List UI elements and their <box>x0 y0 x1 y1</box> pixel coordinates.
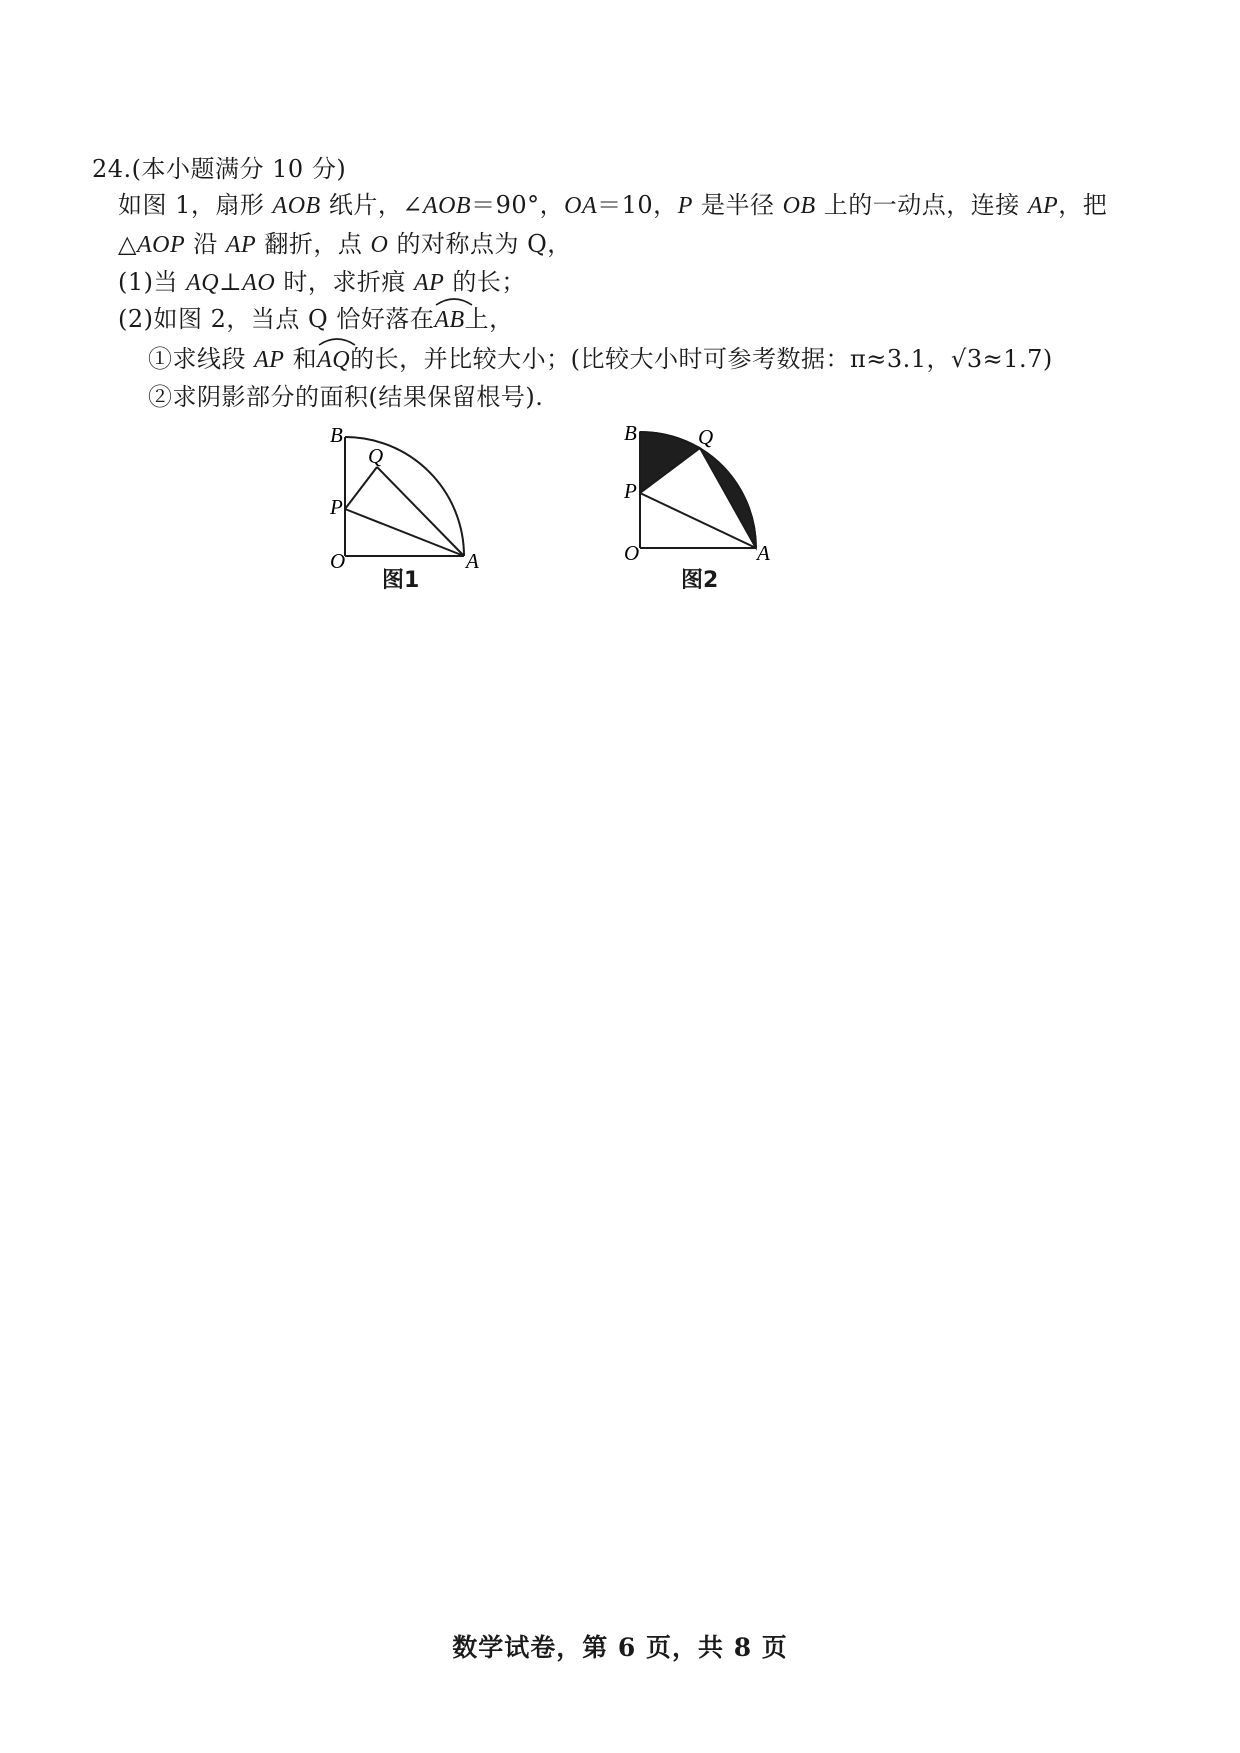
text: 上的一动点，连接 <box>815 191 1028 219</box>
problem-number-and-score: 24.(本小题满分 10 分) <box>92 155 347 183</box>
text: 纸片，∠ <box>320 191 423 219</box>
point-label-q: Q <box>698 425 714 449</box>
segment-pa <box>345 509 464 556</box>
figure-2-caption: 图2 <box>681 568 719 593</box>
text: (2)如图 2，当点 Q 恰好落在 <box>118 305 435 333</box>
question-2 <box>118 304 514 335</box>
point-label-b: B <box>330 423 343 447</box>
segment-qa <box>700 448 756 548</box>
text: ＝10， <box>597 191 678 219</box>
arc-mark-icon <box>434 296 474 306</box>
figure-1-diagram <box>328 420 528 590</box>
text: 时，求折痕 <box>275 268 414 296</box>
math-aob: AOB <box>422 193 472 219</box>
text: 翻折，点 <box>256 230 371 258</box>
math-aq: AQ <box>317 347 351 373</box>
point-label-o: O <box>624 541 640 565</box>
math-oa: OA <box>564 193 598 219</box>
math-ap: AP <box>1027 193 1059 219</box>
problem-intro-line1 <box>118 190 1107 221</box>
question-2-part-1 <box>148 344 1053 375</box>
page-footer: 数学试卷，第 6 页，共 8 页 <box>452 1633 788 1662</box>
text: 如图 1，扇形 <box>118 191 273 219</box>
question-1 <box>118 267 526 298</box>
text: ②求阴影部分的面积(结果保留根号). <box>148 383 544 411</box>
shaded-region-bpq <box>640 432 700 493</box>
figure-1-caption: 图1 <box>382 568 420 593</box>
math-ap: AP <box>254 347 285 373</box>
math-ob: OB <box>782 193 816 219</box>
text: 和 <box>284 345 318 373</box>
segment-pq <box>345 467 377 509</box>
text: 的长，并比较大小；(比较大小时可参考数据：π≈3.1，√3≈1.7) <box>350 345 1053 373</box>
text: ①求线段 <box>148 345 255 373</box>
point-label-p: P <box>330 495 343 519</box>
point-label-a: A <box>466 549 479 573</box>
math-o: O <box>370 232 389 258</box>
text: 是半径 <box>692 191 783 219</box>
math-ab: AB <box>434 307 465 333</box>
arc-ab <box>434 304 464 335</box>
problem-header <box>92 154 346 184</box>
point-label-a: A <box>757 541 770 565</box>
text: △ <box>118 230 137 258</box>
problem-intro-line2 <box>118 229 572 260</box>
question-2-part-2 <box>148 382 543 412</box>
math-aq: AQ <box>186 270 220 296</box>
arc-mark-icon <box>317 336 357 346</box>
math-ao: AO <box>242 270 276 296</box>
math-ap: AP <box>413 270 445 296</box>
segment-qa <box>377 467 464 556</box>
math-aop: AOP <box>136 232 186 258</box>
text: 的长； <box>444 268 526 296</box>
text: (1)当 <box>118 268 187 296</box>
text: 的对称点为 Q， <box>388 230 572 258</box>
math-ap: AP <box>225 232 257 258</box>
point-label-b: B <box>624 421 637 445</box>
arc-aq <box>317 344 350 375</box>
text: ，把 <box>1058 191 1108 219</box>
math-aob: AOB <box>272 193 321 219</box>
text: 上， <box>464 305 514 333</box>
point-label-q: Q <box>368 444 384 468</box>
point-label-p: P <box>624 479 637 503</box>
math-p: P <box>677 193 693 219</box>
perpendicular-symbol: ⊥ <box>219 268 243 296</box>
point-label-o: O <box>330 549 346 573</box>
text: 沿 <box>185 230 226 258</box>
text: ＝90°， <box>471 191 565 219</box>
